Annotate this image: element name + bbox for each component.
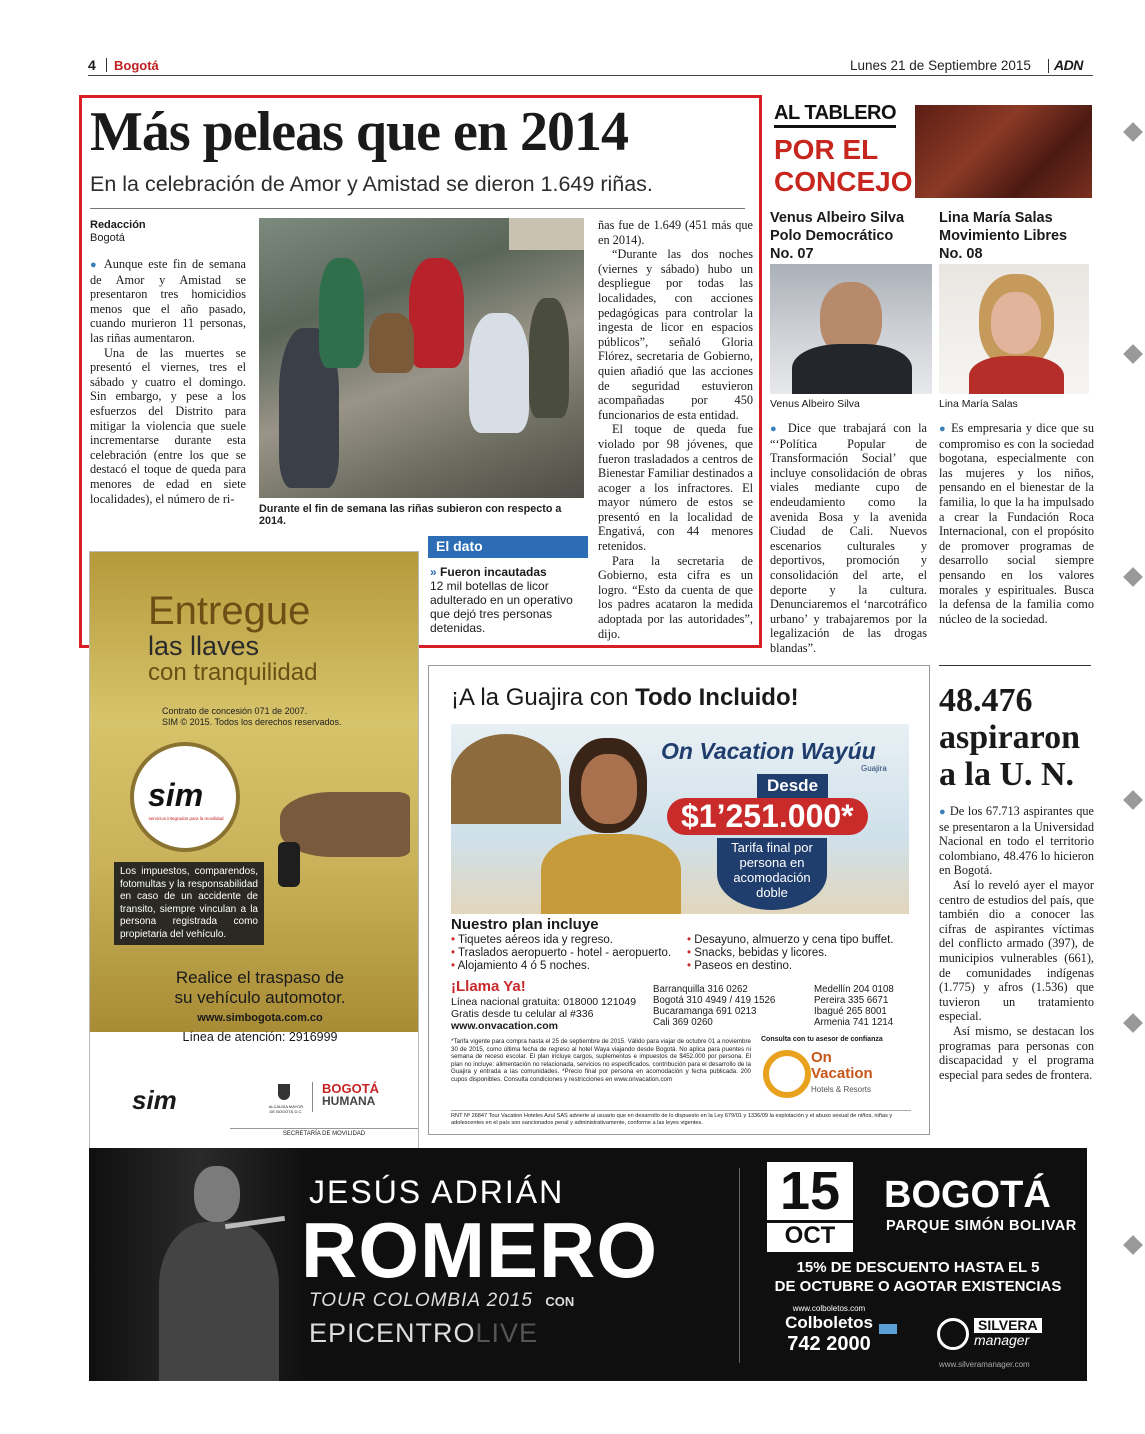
sim-url[interactable]: www.simbogota.com.co (197, 1012, 323, 1024)
singer-photo (89, 1148, 309, 1381)
photo-figure (319, 258, 364, 368)
scan-mark (1123, 1235, 1143, 1255)
dato-text: 12 mil botellas de licor adulterado en un operativo que dejó tres personas detenidas. (430, 579, 573, 635)
secretaria-label: SECRETARÍA DE MOVILIDAD (230, 1128, 418, 1137)
promo-text: 15% DE DESCUENTO HASTA EL 5 DE OCTUBRE O AGOTAR EXISTENCIAS (774, 1259, 1062, 1295)
singer-body (159, 1222, 279, 1381)
header-rule (88, 75, 1093, 76)
singer-head (194, 1166, 240, 1222)
dato-lead: Fueron incautadas (440, 565, 547, 579)
silvera-url[interactable]: www.silveramanager.com (939, 1360, 1030, 1369)
tour-label: TOUR COLOMBIA 2015 CON (309, 1290, 575, 1311)
sim-cta: Realice el traspaso de su vehículo automotor. (174, 968, 346, 1007)
vac-desde: Desde (757, 774, 828, 798)
candidate-2-name: Lina María Salas (939, 210, 1053, 226)
sim-logo: sim (148, 777, 204, 813)
vac-contact: Línea nacional gratuita: 018000 121049 Gratis desde tu celular al #336 www.onvacation.com (451, 996, 637, 1032)
woman-face (581, 754, 637, 824)
vac-title: ¡A la Guajira con Todo Incluido! (451, 684, 799, 711)
subhead-rule (90, 208, 745, 209)
ticket-icon (879, 1324, 897, 1334)
onvacation-logo-icon (763, 1050, 811, 1098)
photo-figure (991, 292, 1041, 354)
story-headline: Más peleas que en 2014 (90, 101, 628, 163)
vac-tarifa: Tarifa final por persona en acomodación doble (717, 838, 827, 910)
photo-figure (969, 356, 1064, 394)
chevron-right-icon: » (430, 565, 437, 579)
photo-caption: Durante el fin de semana las riñas subieron con respecto a 2014. (259, 503, 562, 527)
vac-price: $1’251.000* (667, 798, 868, 835)
story-paragraph: ● Aunque este fin de semana de Amor y Amistad se presentaron tres homicidios menos que el año pasado, cuando murieron 11 personas, las riñas aumentaron. (90, 257, 246, 345)
vac-plan-left: • Tiquetes aéreos ida y regreso. • Traslados aeropuerto - hotel - aeropuerto. • Alojamiento 4 ó 5 noches. (451, 934, 672, 972)
issue-date: Lunes 21 de Septiembre 2015 (850, 58, 1031, 73)
tablero-title-2: CONCEJO (774, 166, 913, 197)
tablero-image (915, 105, 1092, 198)
scan-mark (1123, 344, 1143, 364)
un-top-rule (939, 665, 1091, 666)
page-header (88, 57, 1093, 75)
candidate-2-photo (939, 264, 1089, 394)
sim-ad-headline: Entregue las llaves con tranquilidad (148, 589, 318, 686)
photo-figure (469, 313, 529, 433)
alcaldia-shield-icon (278, 1084, 290, 1100)
silvera-logo: SILVERA manager (974, 1318, 1042, 1348)
photo-figure (409, 258, 464, 368)
sim-phone: Línea de atención: 2916999 (182, 1030, 338, 1044)
candidate-1-number: No. 07 (770, 246, 814, 262)
scan-mark (1123, 567, 1143, 587)
silvera-logo-icon (937, 1318, 969, 1350)
sim-footer-logo: sim (132, 1085, 177, 1115)
story-column-1 (90, 257, 246, 506)
header-divider-2 (1048, 59, 1049, 73)
vac-llama: ¡Llama Ya! (451, 978, 526, 995)
candidate-1-photo (770, 264, 932, 394)
sim-logo-sub: servicios integrados para la movilidad (148, 816, 224, 821)
date-badge: 15 OCT (767, 1162, 853, 1252)
story-paragraph: ● De los 67.713 aspirantes que se presentaron a la Universidad Nacional en todo el territorio colombiano, 48.476 lo hicieron en Bogotá. (939, 804, 1094, 878)
candidate-2-number: No. 08 (939, 246, 983, 262)
colboletos-logo[interactable]: www.colboletos.com Colboletos 742 2000 (785, 1304, 873, 1355)
ad-divider (739, 1168, 740, 1363)
vac-fine-print: *Tarifa vigente para compra hasta el 25 de septiembre de 2015. Válido para viajar de octubre 01 a noviembre 30 de 2015, como última fecha de regreso al hotel Waya viajando desde Bogotá. No aplica para puentes ni semana de receso escolar. El plan incluye cargos, suplementos e impuestos de $452.000 por persona. El plan no incluye: alimentación no relacionada, servicios no especificados, contribución para el desarrollo de la Guajira y entrada a las comunidades. *Precio final por persona en acomodación y fecha publicada. 200 cupos disponibles. Consulta condiciones y restricciones en www.onvacation.com (451, 1038, 751, 1083)
vac-brand-sub: Guajira (861, 764, 887, 773)
scan-mark (1123, 122, 1143, 142)
candidate-2-text: ● Es empresaria y dice que su compromiso es con la sociedad bogotana, especialmente con las mujeres y los niños, pensando en el bienestar de la familia, lo que la ha impulsado a crear la Fundación Roca Internacional, con el propósito de promover programas de desarrollo social siempre pensando en los valores morales y espirituales. Busca la defensa de la familia como núcleo de la sociedad. (939, 421, 1094, 626)
dato-title: El dato (428, 536, 588, 558)
vac-asesor: Consulta con tu asesor de confianza (761, 1036, 883, 1043)
vac-cities-2: Medellín 204 0108 Pereira 335 6671 Ibagué 265 8001 Armenia 741 1214 (814, 984, 894, 1028)
epicentro-logo: EPICENTROLIVE (309, 1318, 539, 1348)
scan-mark (1123, 790, 1143, 810)
hut-image (451, 734, 561, 824)
bullet-icon: ● (770, 423, 781, 435)
bullet-icon: ● (939, 806, 947, 818)
bullet-icon: ● (90, 259, 100, 271)
microphone-icon (225, 1216, 285, 1229)
dato-box (428, 536, 588, 641)
dato-body (428, 565, 588, 635)
onvacation-ad[interactable] (428, 665, 930, 1135)
romero-concert-ad[interactable] (89, 1148, 1087, 1381)
vac-cities-1: Barranquilla 316 0262 Bogotá 310 4949 / 419 1526 Bucaramanga 691 0213 Cali 369 0260 (653, 984, 776, 1028)
byline (90, 219, 250, 245)
onvacation-logo: On Vacation Hotels & Resorts (811, 1049, 873, 1094)
bogota-humana-logo: BOGOTÁ HUMANA (322, 1081, 380, 1108)
event-city: BOGOTÁ (884, 1174, 1051, 1216)
candidate-2-header (939, 209, 1094, 263)
byline-city: Bogotá (90, 232, 125, 244)
sim-ad[interactable] (89, 551, 419, 1151)
vac-plan-right: • Desayuno, almuerzo y cena tipo buffet. • Snacks, bebidas y licores. • Paseos en destino. (687, 934, 894, 972)
candidate-1-photo-label: Venus Albeiro Silva (770, 398, 860, 410)
page-number: 4 (88, 57, 96, 73)
key-icon (278, 842, 300, 887)
story-subhead: En la celebración de Amor y Amistad se dieron 1.649 riñas. (90, 172, 653, 196)
byline-author: Redacción (90, 219, 146, 231)
candidate-1-text: ● Dice que trabajará con la “‘Política Popular de Transformación Social’ que incluye consolidación de obras viales mediante cupo de endeudamiento como la avenida Bosa y la avenida Ciudad de Cali. Nuevos escenarios culturales y deportivos, promoción y consolidación del arte, el deporte y la cultura. Denunciaremos el ‘narcotráfico urbano’ y trabajaremos por la legalización de las drogas blandas”. (770, 421, 927, 655)
woman-dress (541, 834, 681, 914)
logo-divider (312, 1082, 313, 1112)
candidate-1-name: Venus Albeiro Silva (770, 210, 905, 226)
story-paragraph: “Durante las dos noches (viernes y sábado) hubo un despliegue por todas las localidades, con acciones pedagógicas para controlar la ingesta de licor en espacios públicos”, señaló Gloria Flórez, secretaria de Gobierno, quien añadió que las acciones de seguridad estuvieron acompañadas por 450 funcionarios de esta entidad. (598, 247, 753, 422)
story-paragraph: ñas fue de 1.649 (451 más que en 2014). (598, 218, 753, 247)
story-paragraph: Así lo reveló ayer el mayor centro de estudios del país, que también dio a conocer las cifras de aspirantes víctimas del conflicto armado (397), de municipios vulnerables (661), de comunidades indígenas (1.775) y afros (1.536) que tuvieron un tratamiento especial. (939, 877, 1094, 1024)
photo-figure (369, 313, 414, 373)
sim-ad-contract: Contrato de concesión 071 de 2007. SIM © 2015. Todos los derechos reservados. (162, 706, 342, 727)
un-headline: 48.476 aspiraron a la U. N. (939, 682, 1081, 793)
tablero-title-1: POR EL (774, 134, 879, 165)
tablero-section (770, 95, 1092, 210)
brand-logo: ADN (1054, 57, 1083, 73)
photo-figure (529, 298, 569, 418)
vac-plan-title: Nuestro plan incluye (451, 916, 599, 933)
tablero-tag: AL TABLERO (774, 102, 896, 128)
candidate-2-photo-label: Lina María Salas (939, 398, 1018, 410)
story-paragraph: Una de las muertes se presentó el viernes, tres el sábado y cuatro el domingo. Sin embargo, y pese a los esfuerzos del Distrito para mitigar la violencia que suele incrementarse durante esta celebración (entre los que se destacó el toque de queda para menores de edad en siete localidades), el número de ri- (90, 345, 246, 506)
story-paragraph: Para la secretaria de Gobierno, esta cifra es un logro. “Esto da cuenta de que los padres acataron la medida adoptada por las autoridades”, dijo. (598, 553, 753, 641)
scan-mark (1123, 1013, 1143, 1033)
artist-name-2: ROMERO (301, 1206, 658, 1294)
story-paragraph: El toque de queda fue violado por 98 jóvenes, que fueron trasladados a centros de Bienestar Familiar destinados a acoger a los infractores. El mayor número de estos se presentó en la localidad de Engativá, con 44 menores retenidos. (598, 422, 753, 554)
photo-sign (509, 218, 584, 250)
un-body (939, 804, 1094, 1082)
vac-rnt: RNT Nº 26847 Tour Vacation Hoteles Azul SAS advierte al usuario que en desarrollo de lo dispuesto en la Ley 679/01 y 1336/09 la explotación y el abuso sexual de niños, niñas y adolescentes en el país son sancionados penal y administrativamente, conforme a las leyes vigentes. (451, 1110, 911, 1127)
event-venue: PARQUE SIMÓN BOLIVAR (886, 1218, 1077, 1234)
artist-name-1: JESÚS ADRIÁN (309, 1174, 565, 1210)
bullet-icon: ● (939, 423, 947, 435)
section-name: Bogotá (114, 58, 159, 73)
sim-notice: Los impuestos, comparendos, fotomultas y la responsabilidad en caso de un accidente de transito, siempre vinculan a la persona registrada como propietaria del vehículo. (114, 862, 264, 945)
candidate-2-party: Movimiento Libres (939, 228, 1068, 244)
alcaldia-label: ALCALDÍA MAYOR DE BOGOTÁ D.C. (268, 1104, 304, 1114)
story-paragraph: Así mismo, se destacan los programas para personas con discapacidad y el programa especial para sedes de frontera. (939, 1023, 1094, 1082)
story-photo (259, 218, 584, 498)
photo-figure (792, 344, 912, 394)
header-divider (106, 58, 107, 72)
candidate-1-party: Polo Democrático (770, 228, 894, 244)
candidate-1-header (770, 209, 930, 263)
story-column-2 (598, 218, 753, 641)
vac-brand: On Vacation Wayúu (661, 738, 876, 764)
